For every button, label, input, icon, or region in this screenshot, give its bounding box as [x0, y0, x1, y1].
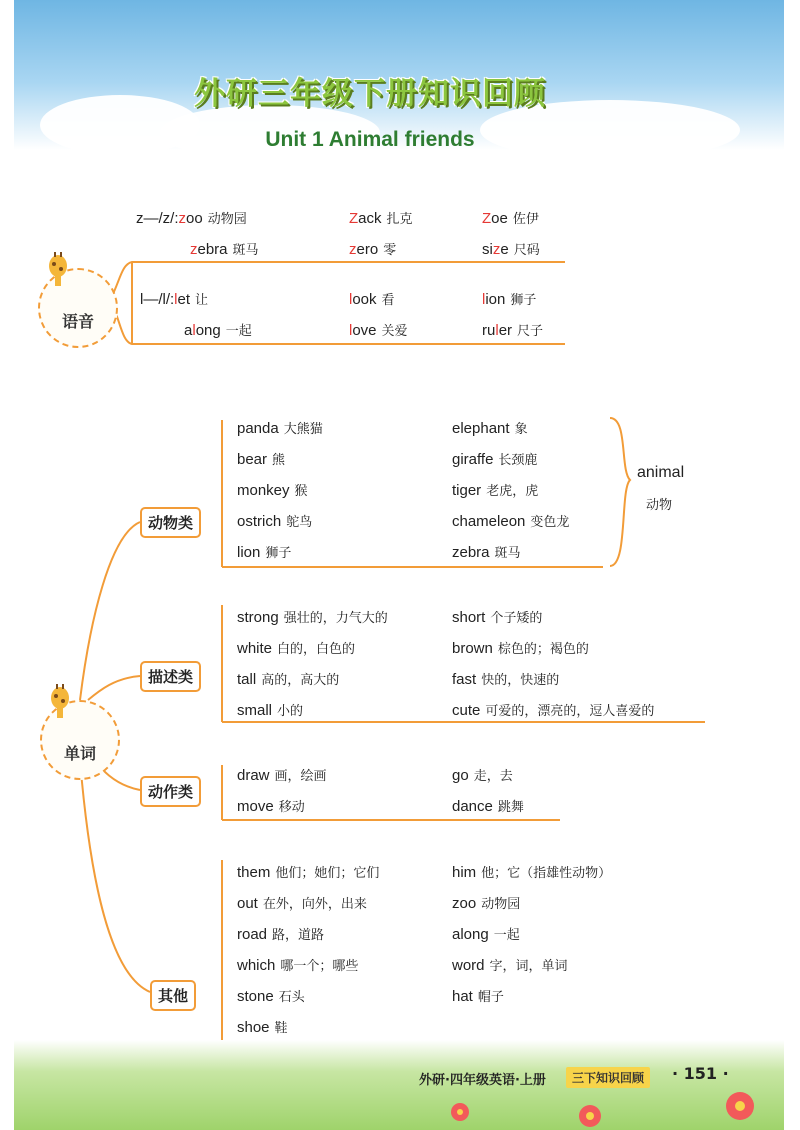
word-item: cute 可爱的，漂亮的，逗人喜爱的	[452, 702, 655, 719]
word-item: elephant 象	[452, 420, 528, 437]
word-item: road 路，道路	[237, 926, 325, 943]
word-item: shoe 鞋	[237, 1019, 288, 1036]
category-actions: 动作类	[140, 776, 201, 807]
category-others: 其他	[150, 980, 196, 1011]
word-item: ostrich 鸵鸟	[237, 513, 313, 530]
word-item: giraffe 长颈鹿	[452, 451, 538, 468]
word-item: them 他们；她们；它们	[237, 864, 380, 881]
phonics-word: Zoe 佐伊	[482, 210, 539, 227]
giraffe-icon	[44, 252, 72, 286]
phonics-label: 语音	[61, 312, 94, 331]
giraffe-icon	[46, 684, 74, 718]
word-item: which 哪一个；哪些	[237, 957, 359, 974]
word-item: short 个子矮的	[452, 609, 543, 626]
word-item: white 白的，白色的	[237, 640, 356, 657]
word-item: move 移动	[237, 798, 305, 815]
word-item: along 一起	[452, 926, 520, 943]
word-item: draw 画，绘画	[237, 767, 327, 784]
phonics-word: lion 狮子	[482, 291, 537, 308]
phonics-word: love 关爱	[349, 322, 408, 339]
phonics-word: along 一起	[184, 322, 252, 339]
phonics-word: zero 零	[349, 241, 397, 258]
word-item: fast 快的，快速的	[452, 671, 560, 688]
word-item: bear 熊	[237, 451, 286, 468]
words-label: 单词	[63, 744, 96, 763]
group-label-cn: 动物	[646, 498, 673, 513]
page-title: 外研三年级下册知识回顾	[194, 76, 546, 112]
group-label-en: animal	[637, 464, 685, 481]
word-item: dance 跳舞	[452, 798, 524, 815]
phonics-word: look 看	[349, 291, 395, 308]
word-item: brown 棕色的；褐色的	[452, 640, 589, 657]
word-item: tiger 老虎，虎	[452, 482, 539, 499]
word-item: tall 高的，高大的	[237, 671, 340, 688]
flower-icon	[440, 1092, 780, 1130]
word-item: stone 石头	[237, 988, 305, 1005]
word-item: go 走，去	[452, 767, 513, 784]
word-item: word 字，词，单词	[452, 957, 568, 974]
word-item: out 在外，向外，出来	[237, 895, 367, 912]
word-item: lion 狮子	[237, 544, 292, 561]
page-number: · 151 ·	[672, 1064, 729, 1083]
footer-book-title: 外研·四年级英语·上册	[419, 1073, 546, 1088]
phonics-word: size 尺码	[482, 241, 540, 258]
word-item: chameleon 变色龙	[452, 513, 570, 530]
word-item: hat 帽子	[452, 988, 504, 1005]
phonics-word: z—/z/:zoo 动物园	[136, 210, 247, 227]
footer-section-tag: 三下知识回顾	[566, 1067, 650, 1088]
phonics-word: l—/l/:let 让	[140, 291, 209, 308]
word-item: monkey 猴	[237, 482, 308, 499]
phonics-word: ruler 尺子	[482, 322, 544, 339]
word-item: strong 强壮的，力气大的	[237, 609, 388, 626]
word-item: small 小的	[237, 702, 304, 719]
category-animals: 动物类	[140, 507, 201, 538]
category-describe: 描述类	[140, 661, 201, 692]
phonics-word: zebra 斑马	[190, 241, 259, 258]
word-item: zoo 动物园	[452, 895, 521, 912]
word-item: him 他；它（指雄性动物）	[452, 864, 612, 881]
word-item: zebra 斑马	[452, 544, 521, 561]
phonics-word: Zack 扎克	[349, 210, 413, 227]
word-item: panda 大熊猫	[237, 420, 323, 437]
unit-title: Unit 1 Animal friends	[265, 128, 475, 151]
